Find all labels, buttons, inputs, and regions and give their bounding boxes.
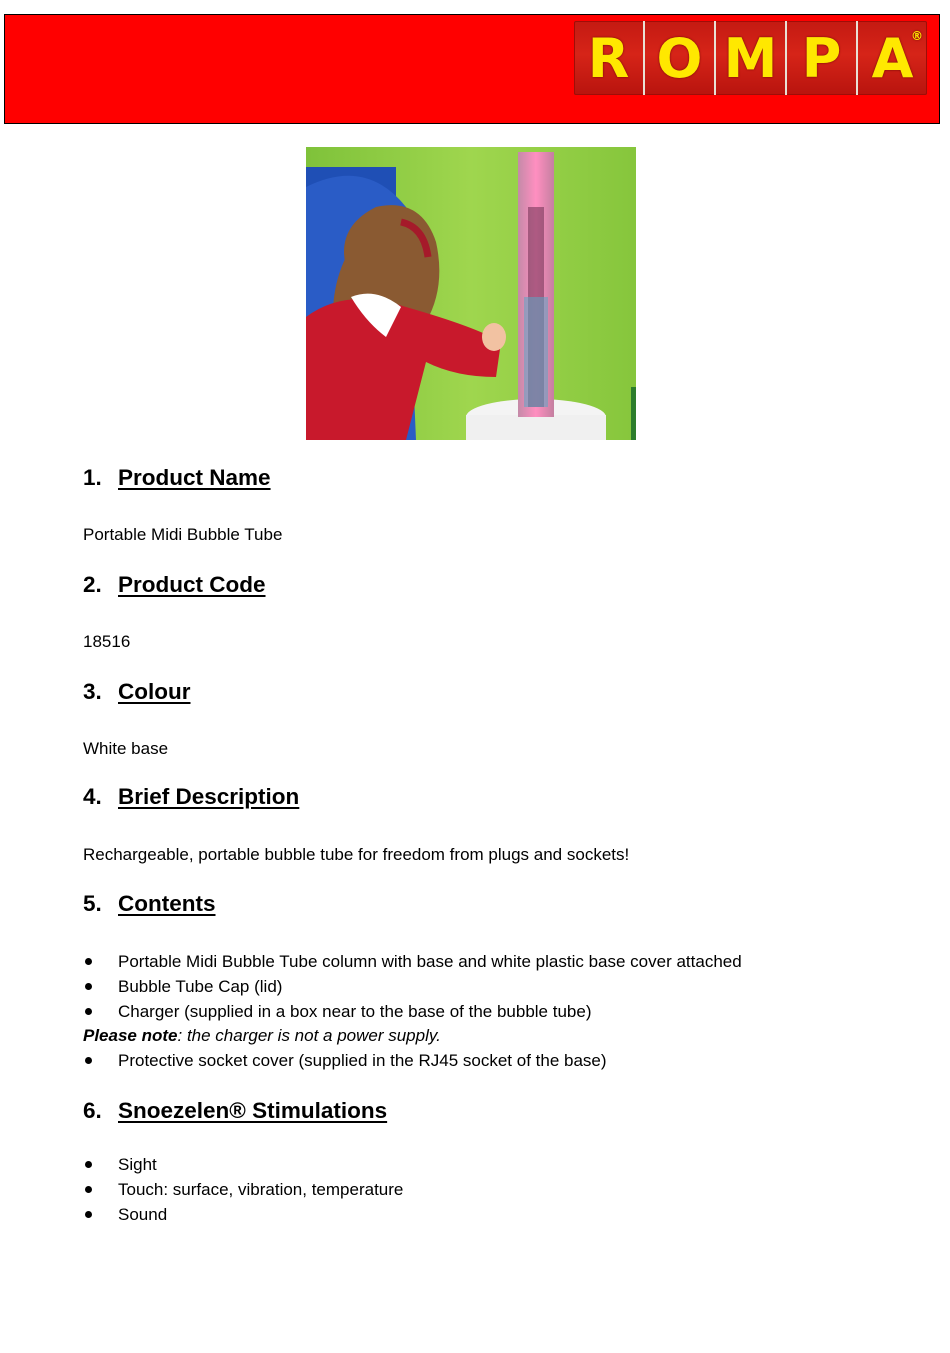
list-item: Touch: surface, vibration, temperature — [83, 1180, 403, 1200]
product-photo — [306, 147, 636, 440]
section-heading: 6. Snoezelen® Stimulations — [83, 1098, 388, 1123]
section-heading: 5. Contents — [83, 891, 216, 916]
charger-note: Please note: the charger is not a power supply. — [83, 1026, 441, 1045]
logo-letter: A ® — [856, 21, 927, 95]
bullet-icon — [85, 1057, 92, 1064]
logo-letter: P — [785, 21, 856, 95]
bullet-icon — [85, 983, 92, 990]
bullet-icon — [85, 1161, 92, 1168]
bullet-icon — [85, 1211, 92, 1218]
list-item: Bubble Tube Cap (lid) — [83, 977, 282, 997]
bullet-icon — [85, 1008, 92, 1015]
logo-letter: M — [714, 21, 785, 95]
list-item: Charger (supplied in a box near to the base of the bubble tube) — [83, 1002, 592, 1022]
section-heading: 3. Colour — [83, 679, 191, 704]
bullet-icon — [85, 1186, 92, 1193]
logo-letter: R — [587, 26, 630, 90]
list-item: Protective socket cover (supplied in the RJ45 socket of the base) — [83, 1051, 607, 1071]
section-heading: 1. Product Name — [83, 465, 271, 490]
colour-value: White base — [83, 739, 169, 758]
list-item: Portable Midi Bubble Tube column with base and white plastic base cover attached — [83, 952, 742, 972]
product-code-value: 18516 — [83, 632, 131, 651]
rompa-logo — [574, 21, 927, 95]
registered-mark: ® — [911, 29, 923, 43]
description-value: Rechargeable, portable bubble tube for freedom from plugs and sockets! — [83, 845, 630, 864]
list-item: Sound — [83, 1205, 167, 1225]
product-name-value: Portable Midi Bubble Tube — [83, 525, 283, 544]
section-heading: 4. Brief Description — [83, 784, 300, 809]
list-item: Sight — [83, 1155, 157, 1175]
section-heading: 2. Product Code — [83, 572, 266, 597]
bullet-icon — [85, 958, 92, 965]
logo-letter: O — [643, 21, 714, 95]
